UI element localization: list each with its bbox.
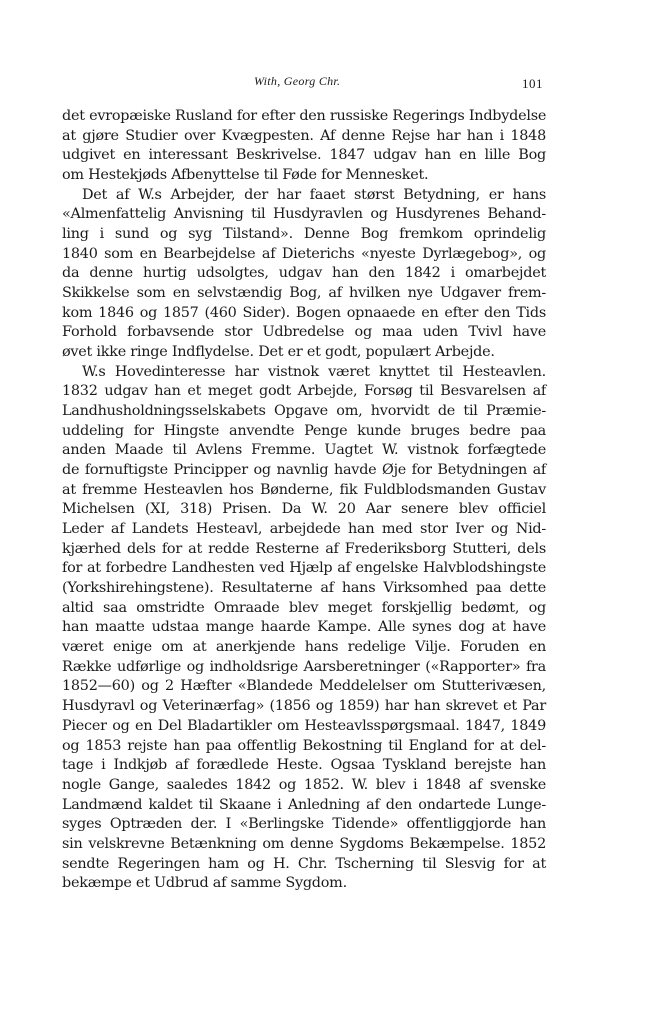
text-line: udgivet en interessant Beskrivelse. 1847 udgav han en lille Bog [62,147,546,164]
text-line: bekæmpe et Udbrud af samme Sygdom. [62,875,347,892]
text-line: Forhold forbavsende stor Udbredelse og maa uden Tvivl have [62,324,546,341]
text-line: de fornuftigste Principper og navnlig havde Øje for Betydningen af [62,462,546,479]
text-line: 1840 som en Bearbejdelse af Dieterichs «nyeste Dyrlægebog», og [62,245,546,262]
text-line: syges Optræden der. I «Berlingske Tidende» offentliggjorde han [62,816,546,833]
text-line: W.s Hovedinteresse har vistnok været knyttet til Hesteavlen. [82,363,546,380]
text-line: Landmænd kaldet til Skaane i Anledning af den ondartede Lunge- [62,796,546,813]
text-line: Det af W.s Arbejder, der har faaet størst Betydning, er hans [82,186,546,203]
text-line: Piecer og en Del Bladartikler om Hesteavlsspørgsmaal. 1847, 1849 [62,717,546,734]
text-line: og 1853 rejste han paa offentlig Bekostning til England for at del- [62,737,546,754]
text-line: (Yorkshirehingstene). Resultaterne af hans Virksomhed paa dette [62,580,546,597]
text-line: ling i sund og syg Tilstand». Denne Bog fremkom oprindelig [62,226,546,243]
text-line: altid saa omstridte Omraade blev meget forskjellig bedømt, og [62,599,546,616]
text-line: Skikkelse som en selvstændig Bog, af hvilken nye Udgaver frem- [62,285,546,302]
text-line: Leder af Landets Hesteavl, arbejdede han med stor Iver og Nid- [62,521,546,538]
body-text [62,107,546,894]
text-line: 1832 udgav han et meget godt Arbejde, Forsøg til Besvarelsen af [62,383,546,400]
text-line: sin velskrevne Betænkning om denne Sygdoms Bekæmpelse. 1852 [62,835,546,852]
text-line: sendte Regeringen ham og H. Chr. Tscherning til Slesvig for at [62,855,546,872]
text-line: Række udførlige og indholdsrige Aarsberetninger («Rapporter» fra [62,658,546,675]
text-line: om Hestekjøds Afbenyttelse til Føde for Mennesket. [62,167,429,184]
text-line: Landhusholdningsselskabets Opgave om, hvorvidt de til Præmie- [62,403,546,420]
text-line: «Almenfattelig Anvisning til Husdyravlen og Husdyrenes Behand- [62,206,546,223]
running-title: With, Georg Chr. [254,74,341,88]
text-line: tage i Indkjøb af forædlede Heste. Ogsaa Tyskland berejste han [62,757,546,774]
text-line: anden Maade til Avlens Fremme. Uagtet W. vistnok forfægtede [62,442,546,459]
running-head [0,74,664,94]
text-line: nogle Gange, saaledes 1842 og 1852. W. blev i 1848 af svenske [62,776,546,793]
text-line: været enige om at anerkjende hans redelige Vilje. Foruden en [62,639,546,656]
text-line: for at forbedre Landhesten ved Hjælp af engelske Halvblodshingste [62,560,546,577]
text-line: det evropæiske Rusland for efter den russiske Regerings Indbydelse [62,108,547,124]
text-line: Michelsen (XI, 318) Prisen. Da W. 20 Aar senere blev officiel [62,501,546,518]
text-line: kjærhed dels for at redde Resterne af Frederiksborg Stutteri, dels [62,540,546,557]
text-line: at fremme Hesteavlen hos Bønderne, fik Fuldblodsmanden Gustav [62,481,546,498]
text-line: Husdyravl og Veterinærfag» (1856 og 1859) har han skrevet et Par [62,698,546,715]
text-line: øvet ikke ringe Indflydelse. Det er et godt, populært Arbejde. [62,344,495,361]
page-number: 101 [522,76,543,91]
text-line: uddeling for Hingste anvendte Penge kunde bruges bedre paa [62,422,546,439]
text-line: da denne hurtig udsolgtes, udgav han den 1842 i omarbejdet [62,265,546,282]
text-line: kom 1846 og 1857 (460 Sider). Bogen opnaaede en efter den Tids [62,304,546,321]
text-line: han maatte udstaa mange haarde Kampe. Alle synes dog at have [62,619,546,636]
text-line: at gjøre Studier over Kvægpesten. Af denne Rejse har han i 1848 [62,127,546,144]
text-line: 1852—60) og 2 Hæfter «Blandede Meddelelser om Stutterivæsen, [62,678,546,695]
